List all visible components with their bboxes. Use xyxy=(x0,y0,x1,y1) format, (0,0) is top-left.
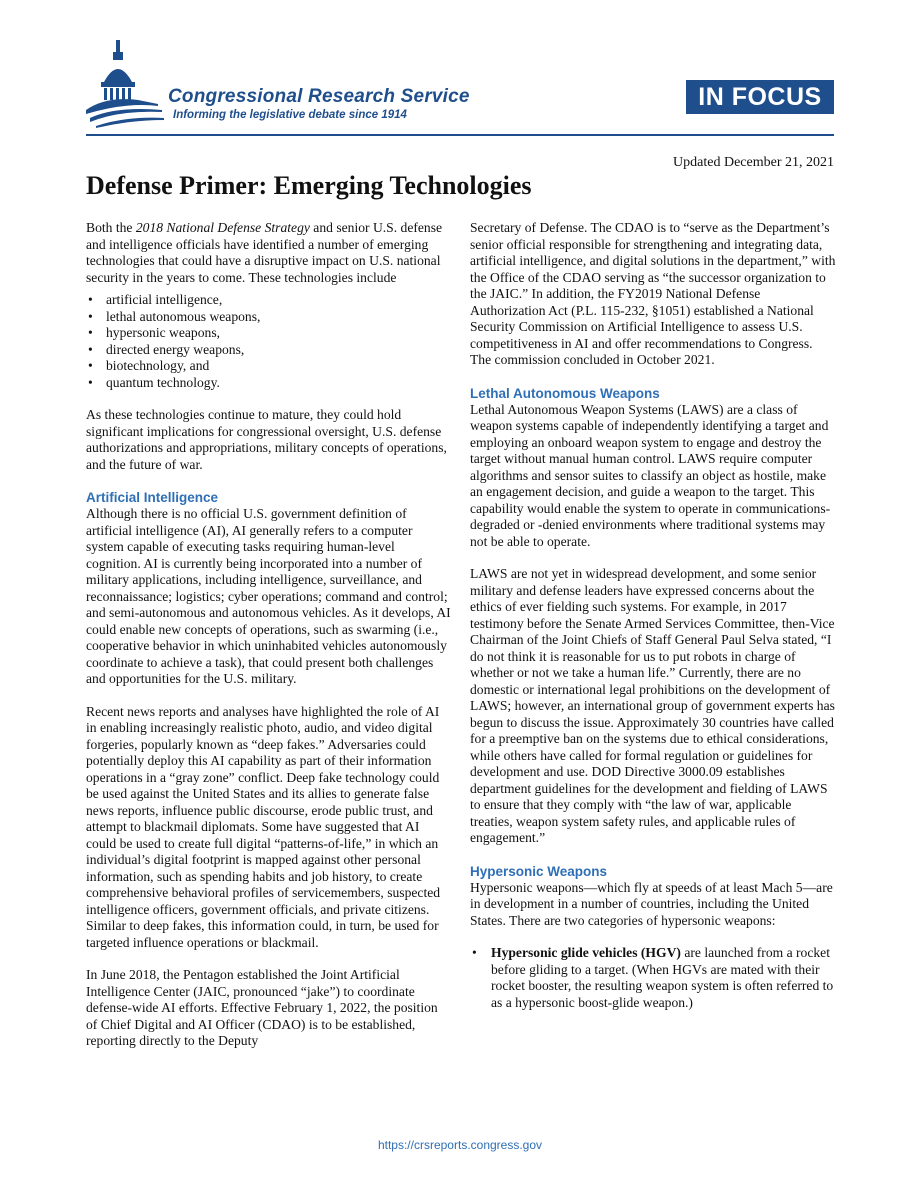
page-header xyxy=(86,40,834,136)
list-item: • directed energy weapons, xyxy=(86,342,452,359)
ai-paragraph-3: In June 2018, the Pentagon established the Joint Artificial Intelligence Center (JAIC, pronounced “jake”) to coordinate defense-wide AI efforts. Effective February 1, 2022, the position of Chief Digital and AI Officer (CDAO) is to be established, reporting directly to the Deputy xyxy=(86,967,438,1048)
ai-paragraph-2: Recent news reports and analyses have highlighted the role of AI in enabling increasingly realistic photo, audio, and video digital forgeries, popularly known as “deep fakes.” Adversaries could potentially deploy this AI capability as part of their information operations in a “gray zone” conflict. Deep fake technology could be used against the United States and its allies to generate false news reports, influence public discourse, erode public trust, and attempt to blackmail diplomats. Some have suggested that AI could be used to create full digital “patterns-of-life,” in which an individual’s digital footprint is mapped against other personal information, such as spending habits and job history, to create comprehensive behavioral profiles of servicemembers, suspected intelligence officers, government officials, and private citizens. Similar to deep fakes, this information could, in turn, be used for targeted influence operations or blackmail. xyxy=(86,703,441,950)
hypersonic-paragraph: Hypersonic weapons—which fly at speeds of at least Mach 5—are in development in a number of countries, including the United States. There are two categories of hypersonic weapons: xyxy=(470,879,833,928)
hypersonic-category-list xyxy=(470,945,836,1011)
laws-paragraph-1: Lethal Autonomous Weapon Systems (LAWS) are a class of weapon systems capable of independently identifying a target and employing an onboard weapon system to engage and destroy the target without manual human control. LAWS require computer algorithms and sensor suites to classify an object as hostile, make an engagement decision, and guide a weapon to the target. This capability would enable the system to operate in communications-degraded or -denied environments where traditional systems may not be able to operate. xyxy=(470,401,831,549)
list-item: • Hypersonic glide vehicles (HGV) are launched from a rocket before gliding to a target. (When HGVs are mated with their rocket booster, the resulting weapon system is often referred to as a hypersonic boost-glide weapon.) xyxy=(470,945,836,1011)
header-rule xyxy=(86,134,834,136)
technology-list xyxy=(86,292,452,391)
page-title: Defense Primer: Emerging Technologies xyxy=(86,171,532,200)
laws-paragraph-2: LAWS are not yet in widespread development, and some senior military and defense leaders have expressed concerns about the ethics of ever fielding such systems. For example, in 2017 testimony before the Senate Armed Services Committee, then-Vice Chairman of the Joint Chiefs of Staff General Paul Selva stated, “I do not think it is reasonable for us to put robots in charge of whether or not we take a human life.” Currently, there are no domestic or international legal prohibitions on the development of LAWS; however, an international group of government experts has begun to discuss the issue. Approximately 30 countries have called for a preemptive ban on the systems due to ethical considerations, while others have called for formal regulation or guidelines for development and use. DOD Directive 3000.09 establishes department guidelines for the development and fielding of LAWS to ensure that they comply with “the law of war, applicable treaties, weapon system safety rules, and applicable rules of engagement.” xyxy=(470,566,835,845)
in-focus-badge: IN FOCUS xyxy=(686,80,834,114)
strategy-title: 2018 National Defense Strategy xyxy=(135,220,310,235)
updated-date: Updated December 21, 2021 xyxy=(673,155,834,170)
list-item: • biotechnology, and xyxy=(86,358,452,375)
list-item: • artificial intelligence, xyxy=(86,292,452,309)
ai-heading: Artificial Intelligence xyxy=(86,490,219,505)
footer-url-link[interactable]: https://crsreports.congress.gov xyxy=(377,1138,543,1152)
list-item: • hypersonic weapons, xyxy=(86,325,452,342)
hgv-term: Hypersonic glide vehicles (HGV) xyxy=(491,945,681,960)
implications-paragraph: As these technologies continue to mature, they could hold significant implications for congressional oversight, U.S. defense authorizations and appropriations, military concepts of operations, and the future of war. xyxy=(86,407,447,472)
ai-paragraph-1: Although there is no official U.S. government definition of artificial intelligence (AI), AI generally refers to a computer system capable of executing tasks requiring human-level cognition. AI is currently being incorporated into a number of military applications, including intelligence, surveillance, and reconnaissance; logistics; cyber operations; command and control; and semi-autonomous and autonomous vehicles. As it develops, AI could enable new concepts of operations, such as swarming (i.e., cooperative behavior in which uninhabited vehicles autonomously coordinate to achieve a task), that could present both challenges and opportunities for the U.S. military. xyxy=(86,506,451,686)
list-item: • lethal autonomous weapons, xyxy=(86,309,452,326)
hypersonic-heading: Hypersonic Weapons xyxy=(470,863,608,879)
list-item: • quantum technology. xyxy=(86,375,452,392)
laws-heading: Lethal Autonomous Weapons xyxy=(470,385,660,401)
cdao-paragraph: Secretary of Defense. The CDAO is to “serve as the Department’s senior official responsible for strengthening and integrating data, artificial intelligence, and digital solutions in the department,” with the Office of the CDAO serving as “the successor organization to the JAIC.” In addition, the FY2019 National Defense Authorization Act (P.L. 115-232, §1051) established a National Security Commission on Artificial Intelligence to assess U.S. competitiveness in AI and offer recommendations to Congress. The commission concluded in October 2021. xyxy=(470,220,836,367)
right-column xyxy=(470,220,836,1011)
capitol-dome-icon xyxy=(86,40,164,128)
org-tagline: Informing the legislative debate since 1914 xyxy=(173,109,407,121)
intro-paragraph: Both the 2018 National Defense Strategy and senior U.S. defense and intelligence officials have identified a number of emerging technologies that could have a disruptive impact on U.S. national security in the years to come. These technologies include xyxy=(86,220,443,285)
left-column xyxy=(86,220,452,1066)
org-name: Congressional Research Service xyxy=(168,86,470,107)
